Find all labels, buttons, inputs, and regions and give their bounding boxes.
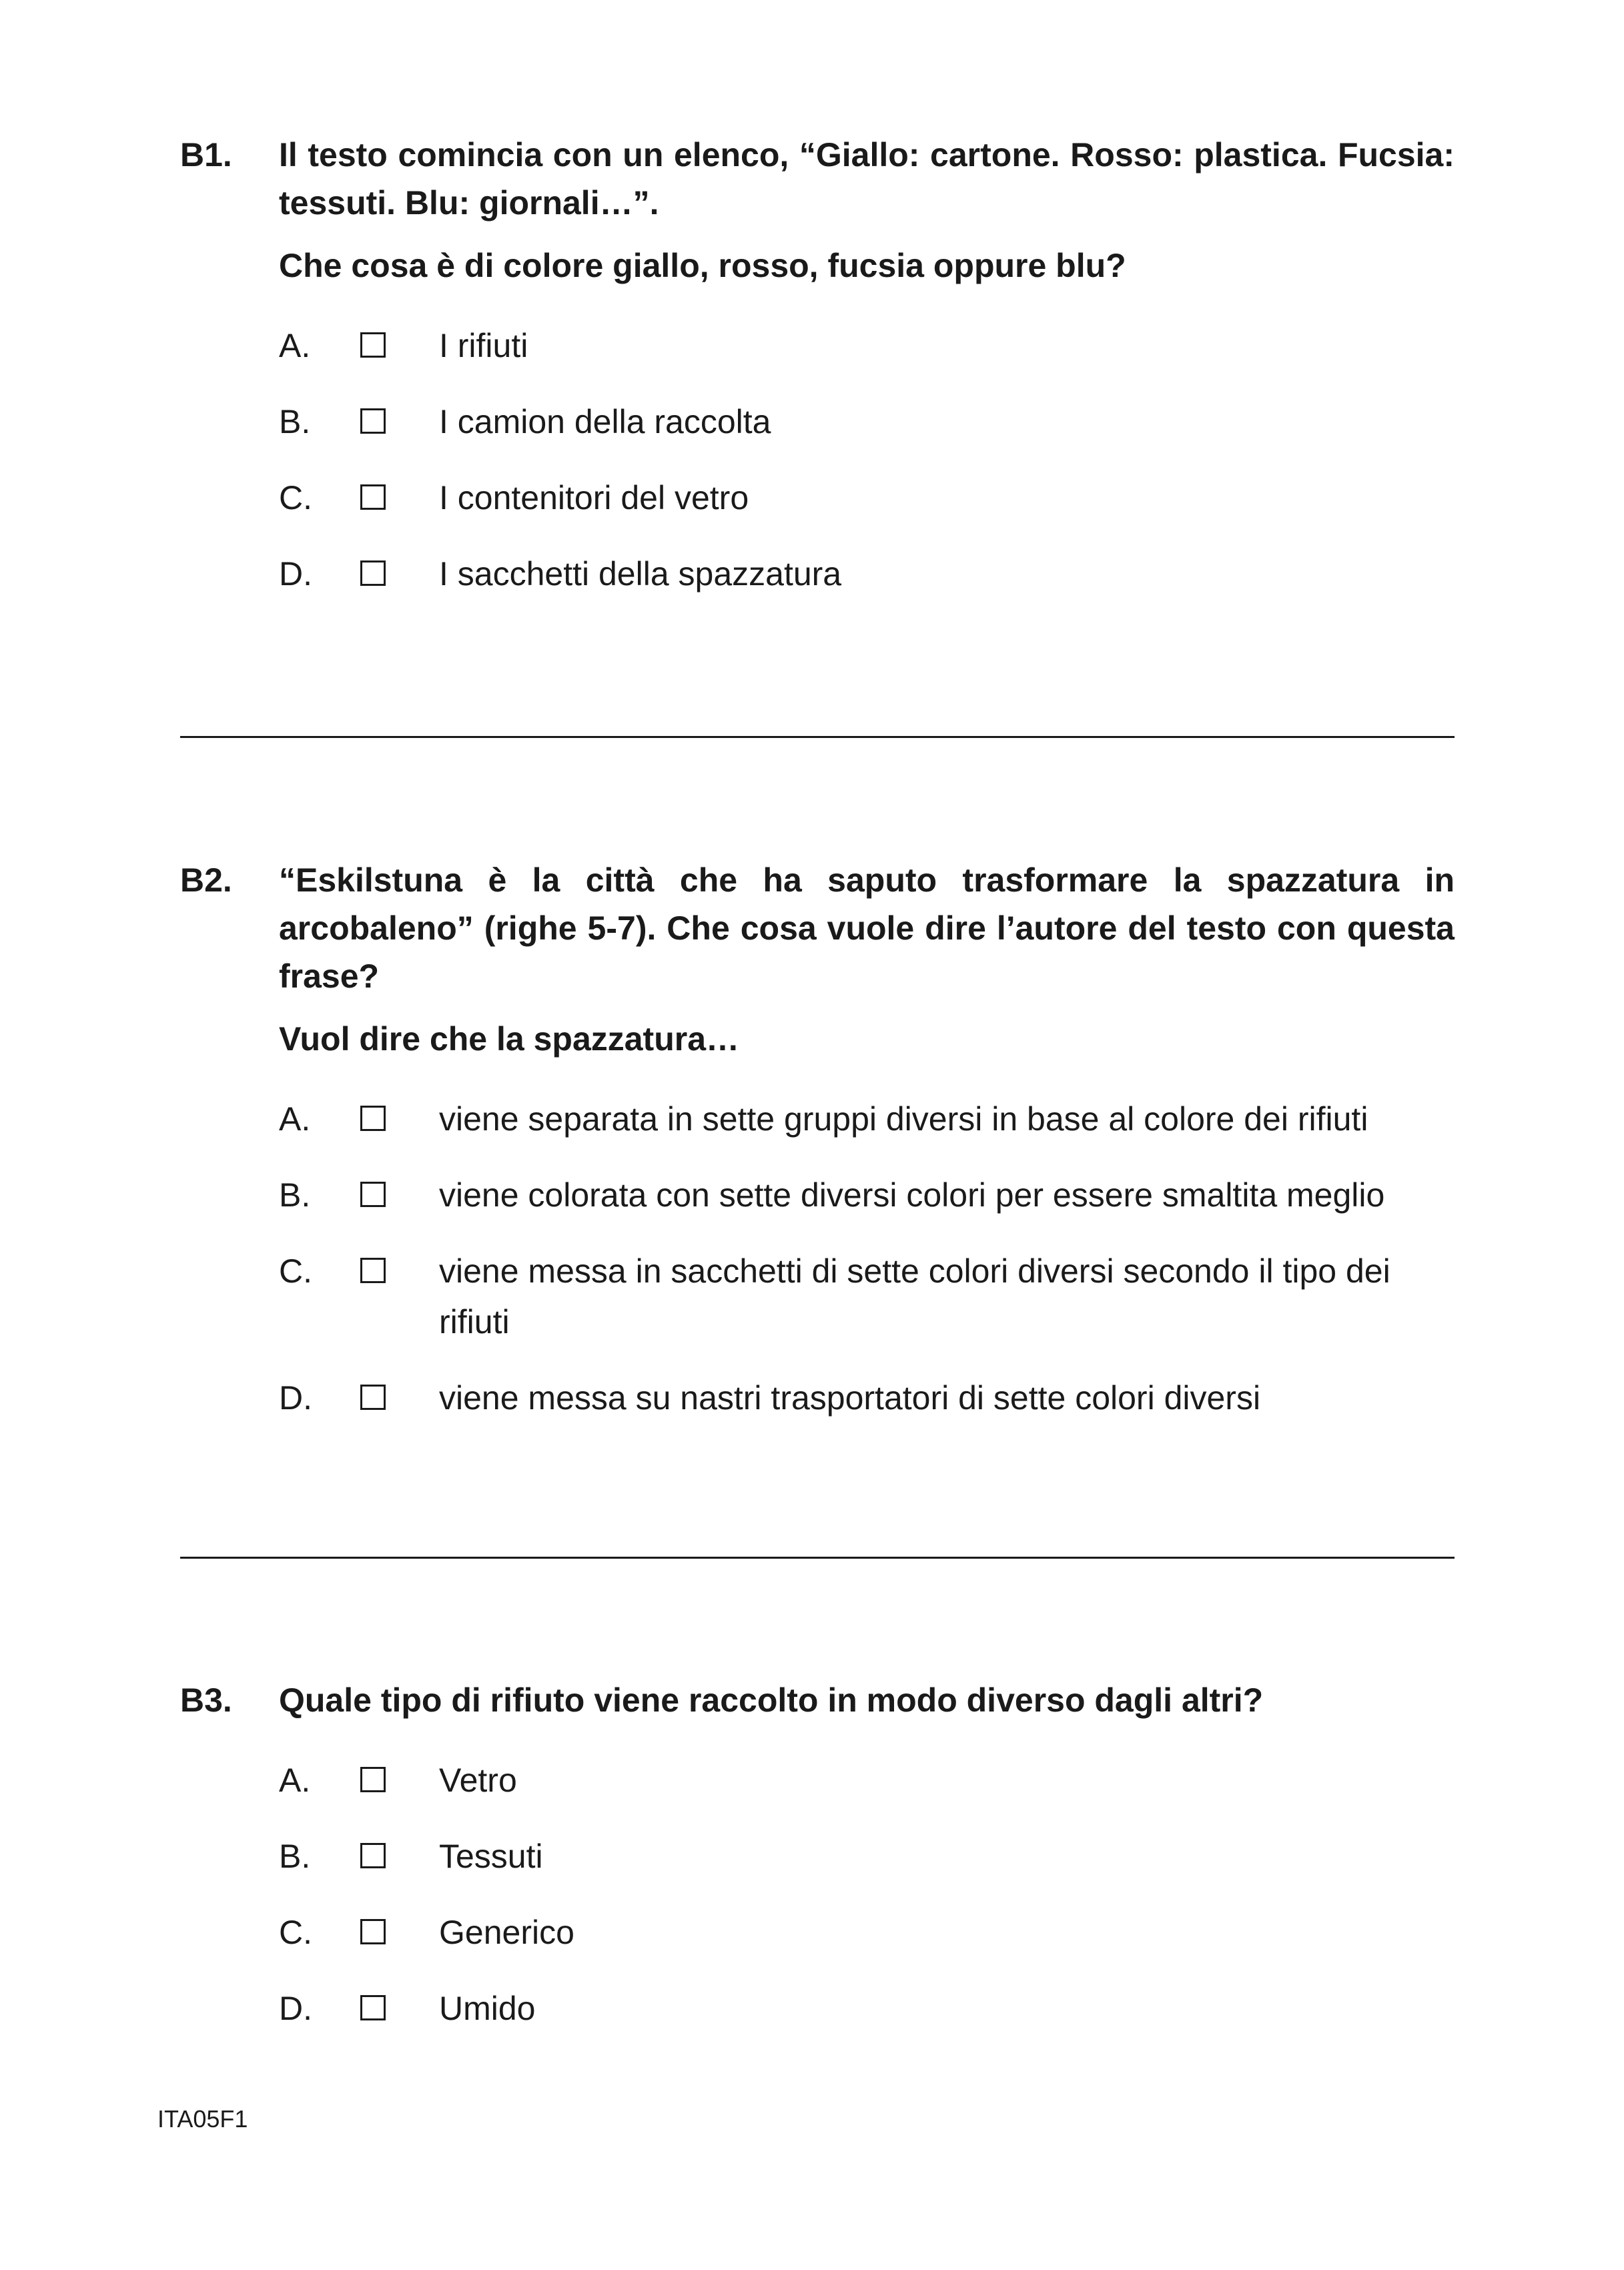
- options-list: [279, 1755, 1455, 2034]
- checkbox-icon[interactable]: [360, 1995, 386, 2020]
- options-list: [279, 1094, 1455, 1423]
- checkbox-icon[interactable]: [360, 1843, 386, 1868]
- option-d: [279, 548, 1455, 599]
- checkbox-icon[interactable]: [360, 1182, 386, 1207]
- option-c: [279, 1246, 1455, 1347]
- option-a: [279, 320, 1455, 371]
- option-letter: B.: [279, 403, 311, 440]
- question-b1: [180, 131, 1455, 625]
- checkbox-icon[interactable]: [360, 1385, 386, 1410]
- checkbox-icon[interactable]: [360, 1258, 386, 1283]
- option-letter: A.: [279, 1100, 311, 1138]
- checkbox-icon[interactable]: [360, 1106, 386, 1131]
- option-c: [279, 1907, 1455, 1958]
- question-text: Quale tipo di rifiuto viene raccolto in modo diverso dagli altri?: [279, 1681, 1264, 1719]
- question-subtext: Vuol dire che la spazzatura…: [279, 1020, 740, 1058]
- section-divider: [180, 1557, 1455, 1559]
- option-text: viene colorata con sette diversi colori per essere smaltita meglio: [439, 1176, 1385, 1214]
- checkbox-icon[interactable]: [360, 484, 386, 510]
- option-letter: A.: [279, 327, 311, 364]
- option-text: I camion della raccolta: [439, 403, 771, 440]
- checkbox-icon[interactable]: [360, 332, 386, 358]
- option-text: Vetro: [439, 1762, 517, 1799]
- question-text: Il testo comincia con un elenco, “Giallo: cartone. Rosso: plastica. Fucsia: tessuti. Blu: giornali…”.: [279, 136, 1455, 222]
- section-divider: [180, 736, 1455, 738]
- option-b: [279, 396, 1455, 447]
- option-letter: D.: [279, 1379, 312, 1417]
- option-b: [279, 1831, 1455, 1882]
- checkbox-icon[interactable]: [360, 560, 386, 586]
- option-b: [279, 1170, 1455, 1220]
- option-letter: C.: [279, 1914, 312, 1951]
- options-list: [279, 320, 1455, 599]
- option-d: [279, 1373, 1455, 1423]
- checkbox-icon[interactable]: [360, 1767, 386, 1792]
- document-code: ITA05F1: [157, 2105, 248, 2133]
- option-letter: B.: [279, 1838, 311, 1875]
- option-text: I sacchetti della spazzatura: [439, 555, 842, 593]
- option-c: [279, 472, 1455, 523]
- question-text: “Eskilstuna è la città che ha saputo trasformare la spazzatura in arcobaleno” (righe 5-7). Che cosa vuole dire l’autore del testo con questa frase?: [279, 861, 1455, 995]
- question-number: B2.: [180, 861, 232, 899]
- option-a: [279, 1094, 1455, 1144]
- option-letter: D.: [279, 555, 312, 593]
- option-text: I contenitori del vetro: [439, 479, 749, 516]
- option-letter: A.: [279, 1762, 311, 1799]
- checkbox-icon[interactable]: [360, 408, 386, 434]
- option-text: Tessuti: [439, 1838, 543, 1875]
- option-text: Umido: [439, 1990, 536, 2027]
- option-text: Generico: [439, 1914, 574, 1951]
- option-text: I rifiuti: [439, 327, 528, 364]
- option-text: viene messa in sacchetti di sette colori diversi secondo il tipo dei rifiuti: [439, 1252, 1390, 1341]
- question-b2: [180, 856, 1455, 1449]
- question-b3: [180, 1676, 1455, 2059]
- question-number: B3.: [180, 1681, 232, 1719]
- option-letter: C.: [279, 1252, 312, 1290]
- option-letter: D.: [279, 1990, 312, 2027]
- option-letter: C.: [279, 479, 312, 516]
- checkbox-icon[interactable]: [360, 1919, 386, 1944]
- question-number: B1.: [180, 136, 232, 173]
- question-subtext: Che cosa è di colore giallo, rosso, fucsia oppure blu?: [279, 247, 1126, 284]
- option-a: [279, 1755, 1455, 1806]
- option-letter: B.: [279, 1176, 311, 1214]
- option-text: viene separata in sette gruppi diversi in base al colore dei rifiuti: [439, 1100, 1368, 1138]
- option-d: [279, 1983, 1455, 2034]
- option-text: viene messa su nastri trasportatori di sette colori diversi: [439, 1379, 1261, 1417]
